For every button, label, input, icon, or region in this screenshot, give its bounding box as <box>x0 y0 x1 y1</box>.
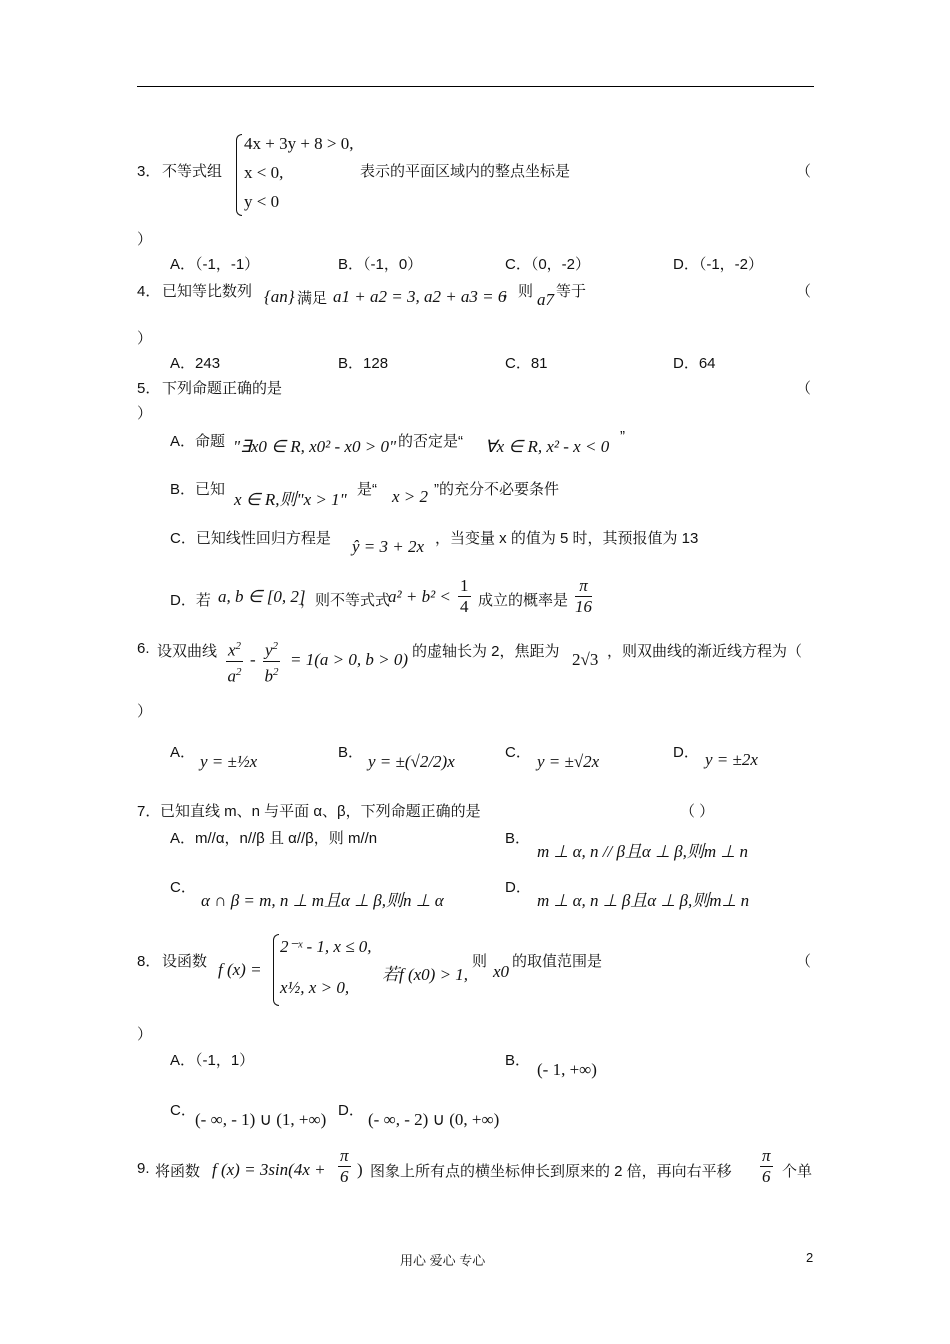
q3-number: 3． <box>137 163 161 180</box>
q4-suffix: 等于 <box>556 283 587 300</box>
q6-option-b: y = ±(√2/2)x <box>368 752 455 771</box>
q5-a-math-2: ∀x ∈ R, x² - x < 0 <box>485 437 610 456</box>
q5-d-probability <box>575 576 592 617</box>
q8-then: 则 <box>472 953 488 970</box>
q9-shift-fraction <box>760 1146 773 1187</box>
q8-suffix: 的取值范围是 <box>512 953 603 970</box>
page-number: 2 <box>806 1250 814 1265</box>
q8-condition: 若f (x0) > 1, <box>382 965 469 984</box>
header-rule <box>137 86 814 87</box>
q7-option-c: α ∩ β = m, n ⊥ m且α ⊥ β,则n ⊥ α <box>201 891 444 910</box>
q8-paren-open: （ <box>796 953 812 970</box>
q4-number: 4． <box>137 283 161 300</box>
q6-frac-x-numerator: $x^2$ <box>226 636 243 662</box>
q8-fx: f (x) = <box>218 960 262 979</box>
q5-paren-open: （ <box>796 380 812 397</box>
q4-then: ，则 <box>503 283 534 300</box>
q6-frac-y <box>263 636 280 686</box>
q6-option-a: y = ±½x <box>200 752 258 771</box>
q4-sequence: {an} <box>264 287 295 306</box>
q5-c-math-1: ŷ = 3 + 2x <box>352 537 425 556</box>
q6-option-d: y = ±2x <box>705 750 758 769</box>
q6-eq-tail: = 1(a > 0, b > 0) <box>290 650 408 669</box>
q3-option-a: A．（-1，-1） <box>170 256 260 273</box>
q5-a-mid: 的否定是“ <box>398 433 463 450</box>
q6-prefix: 设双曲线 <box>157 643 218 660</box>
q5-c-end: ，当变量 x 的值为 5 时，其预报值为 13 <box>435 530 699 547</box>
q3-ineq-2: x < 0, <box>244 163 284 182</box>
q5-a-math-1: "∃x0 ∈ R, x0² - x0 > 0" <box>233 437 397 456</box>
q9-prefix: 将函数 <box>155 1163 201 1180</box>
q5-number: 5． <box>137 380 161 397</box>
q5-d-mid-2: 成立的概率是 <box>478 592 569 609</box>
q7-option-b-label: B． <box>505 830 531 847</box>
q8-brace <box>273 934 279 1006</box>
q5-b-label: B．已知 <box>170 481 226 498</box>
q7-option-c-label: C． <box>170 879 196 896</box>
q5-d-probability-denominator: 16 <box>575 597 592 616</box>
q5-d-fraction <box>458 576 471 617</box>
q5-a-end: ” <box>620 428 625 445</box>
q5-d-mid: ，则不等式式 <box>300 592 391 609</box>
q3-paren-open: （ <box>796 163 812 180</box>
q5-b-mid: 是“ <box>357 481 377 498</box>
q5-c-label: C．已知线性回归方程是 <box>170 530 331 547</box>
q9-shift-denominator: 6 <box>762 1167 771 1186</box>
q3-prefix: 不等式组 <box>162 163 223 180</box>
q3-option-c: C．（0，-2） <box>505 256 591 273</box>
q5-d-fraction-denominator: 4 <box>460 597 469 616</box>
q6-number: 6. <box>137 640 150 657</box>
q6-frac-x-denominator: $a^2$ <box>227 665 242 686</box>
q3-ineq-3: y < 0 <box>244 192 280 211</box>
q5-d-math-1: a, b ∈ [0, 2] <box>218 587 306 606</box>
q8-piece-1: 2⁻ˣ - 1, x ≤ 0, <box>280 937 372 956</box>
q6-option-a-label: A． <box>170 744 196 761</box>
q9-func: f (x) = 3sin(4x + <box>212 1160 326 1179</box>
q7-text: 已知直线 m、n 与平面 α、β，下列命题正确的是 <box>160 803 481 820</box>
q8-option-d: (- ∞, - 2) ∪ (0, +∞) <box>368 1110 500 1129</box>
q6-option-b-label: B． <box>338 744 364 761</box>
q6-mid: 的虚轴长为 2，焦距为 <box>412 643 560 660</box>
q3-paren-close: ） <box>137 231 153 248</box>
q9-fraction-denominator: 6 <box>340 1167 349 1186</box>
q7-paren: （ ） <box>680 803 715 820</box>
q8-piece-2: x½, x > 0, <box>280 978 350 997</box>
q8-prefix: 设函数 <box>162 953 208 970</box>
q6-suffix: ，则双曲线的渐近线方程为（ <box>607 643 803 660</box>
q6-frac-y-numerator: $y^2$ <box>263 636 280 662</box>
q8-option-c: (- ∞, - 1) ∪ (1, +∞) <box>195 1110 327 1129</box>
q7-number: 7． <box>137 803 161 820</box>
q3-suffix: 表示的平面区域内的整点坐标是 <box>360 163 571 180</box>
q6-minus: - <box>250 650 256 669</box>
q5-text: 下列命题正确的是 <box>162 380 283 397</box>
q6-option-c-label: C． <box>505 744 531 761</box>
q9-shift-numerator: π <box>762 1146 771 1165</box>
q7-option-d: m ⊥ α, n ⊥ β且α ⊥ β,则m⊥ n <box>537 891 750 910</box>
q5-d-math-2: a² + b² < <box>388 587 451 606</box>
q7-option-a: A．m//α，n//β 且 α//β，则 m//n <box>170 830 378 847</box>
q5-d-label: D．若 <box>170 592 211 609</box>
q3-option-d: D．（-1，-2） <box>673 256 764 273</box>
q5-b-end: ”的充分不必要条件 <box>434 481 559 498</box>
q8-option-a: A．（-1，1） <box>170 1052 255 1069</box>
q9-mid: 图象上所有点的横坐标伸长到原来的 2 倍，再向右平移 <box>370 1163 732 1180</box>
q5-b-math-1: x ∈ R,则"x > 1" <box>234 490 347 509</box>
q4-option-b: B．128 <box>338 355 389 372</box>
q7-option-b: m ⊥ α, n // β且α ⊥ β,则m ⊥ n <box>537 842 748 861</box>
q4-paren-open: （ <box>796 283 812 300</box>
q8-option-d-label: D． <box>338 1102 364 1119</box>
q6-frac-x <box>226 636 243 686</box>
q4-option-c: C．81 <box>505 355 548 372</box>
q5-b-math-2: x > 2 <box>392 487 429 506</box>
q4-option-d: D．64 <box>673 355 716 372</box>
q6-paren-close: ） <box>137 703 153 720</box>
q8-number: 8． <box>137 953 161 970</box>
q3-ineq-1: 4x + 3y + 8 > 0, <box>244 134 354 153</box>
q3-option-b: B．（-1，0） <box>338 256 423 273</box>
q8-option-c-label: C． <box>170 1102 196 1119</box>
q4-target: a7 <box>537 290 554 309</box>
q4-prefix: 已知等比数列 <box>162 283 253 300</box>
q4-condition: a1 + a2 = 3, a2 + a3 = 6 <box>333 287 507 306</box>
q6-frac-y-denominator: $b^2$ <box>264 665 279 686</box>
q8-option-b: (- 1, +∞) <box>537 1060 597 1079</box>
q8-paren-close: ） <box>137 1026 153 1043</box>
q9-close: ) <box>357 1160 363 1179</box>
q8-option-b-label: B． <box>505 1052 531 1069</box>
q5-paren-close: ） <box>137 405 153 422</box>
q5-a-label: A．命题 <box>170 433 226 450</box>
q8-var: x0 <box>493 962 510 981</box>
q6-option-c: y = ±√2x <box>537 752 600 771</box>
q4-option-a: A．243 <box>170 355 221 372</box>
q9-suffix: 个单 <box>782 1163 813 1180</box>
q5-d-fraction-numerator: 1 <box>460 576 469 595</box>
q3-brace <box>236 134 242 216</box>
footer-motto: 用心 爱心 专心 <box>400 1253 486 1268</box>
q6-focal: 2√3 <box>572 650 599 669</box>
q4-paren-close: ） <box>137 330 153 347</box>
q9-fraction <box>338 1146 351 1187</box>
q4-mid: 满足 <box>297 290 328 307</box>
q7-option-d-label: D． <box>505 879 531 896</box>
q9-fraction-numerator: π <box>340 1146 349 1165</box>
q9-number: 9. <box>137 1160 150 1177</box>
q6-option-d-label: D． <box>673 744 699 761</box>
q5-d-probability-numerator: π <box>575 576 592 597</box>
